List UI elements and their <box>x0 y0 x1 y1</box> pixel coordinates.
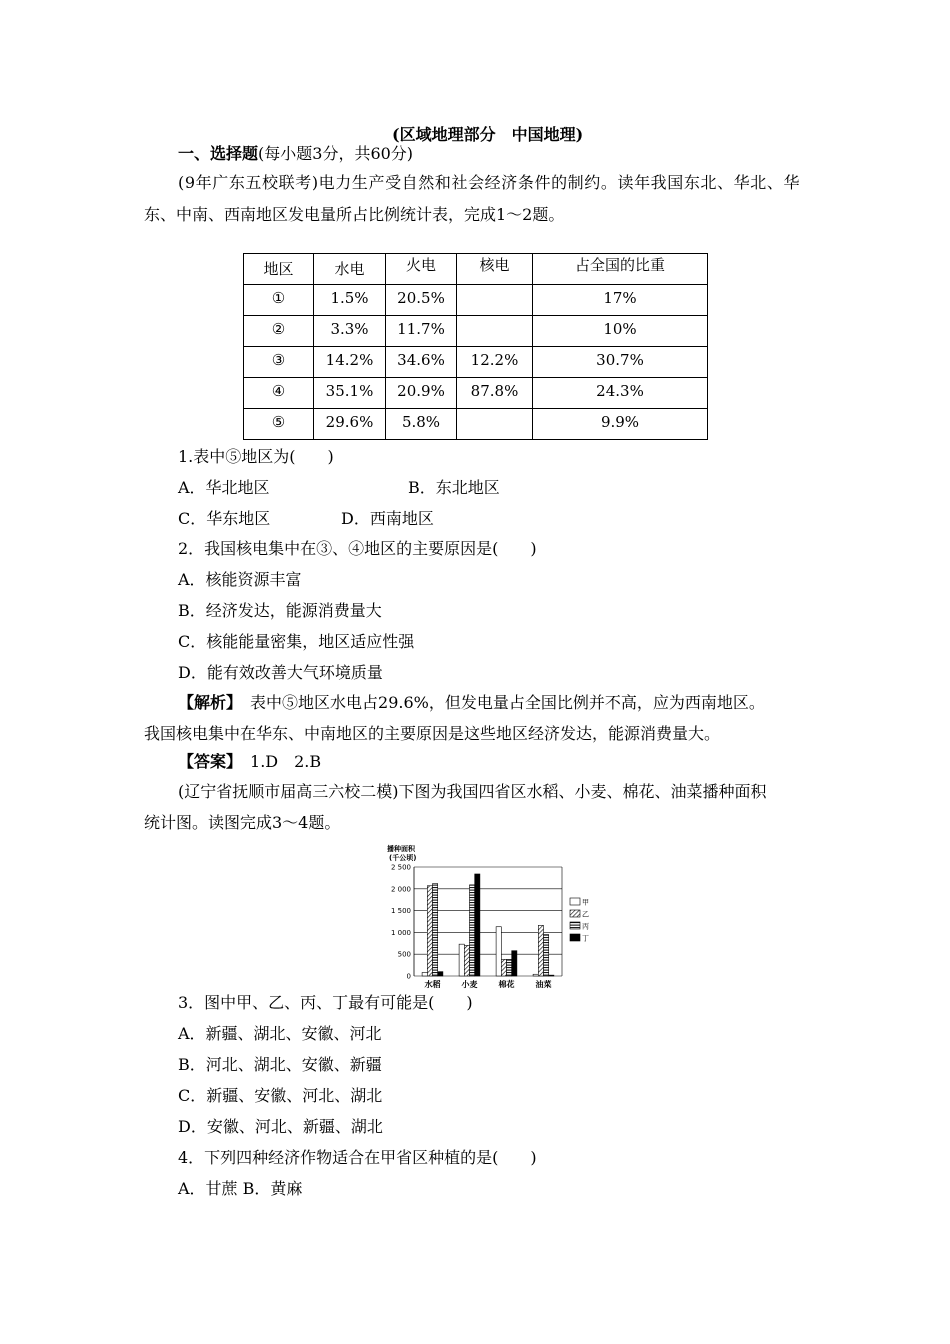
table-header-cell: 核电 <box>457 254 533 285</box>
bar-乙-水稻 <box>427 886 432 976</box>
table-cell: ② <box>244 316 314 347</box>
section-heading <box>178 144 413 164</box>
table-row <box>244 378 708 409</box>
table-row <box>244 316 708 347</box>
legend-swatch <box>570 922 580 929</box>
q1-option-c: C．华东地区 <box>178 509 271 528</box>
q3-stem: 3．图中甲、乙、丙、丁最有可能是( ) <box>178 993 473 1012</box>
table-cell: 20.9% <box>386 378 457 409</box>
analysis-line1 <box>178 693 765 713</box>
bar-丙-棉花 <box>507 959 512 976</box>
q3-option-a: A．新疆、湖北、安徽、河北 <box>178 1024 382 1043</box>
q4-stem: 4．下列四种经济作物适合在甲省区种植的是( ) <box>178 1148 537 1167</box>
bar-丁-油菜 <box>549 975 554 976</box>
y-tick-label: 1 500 <box>390 907 411 916</box>
q2-stem: 2．我国核电集中在③、④地区的主要原因是( ) <box>178 539 537 558</box>
table-cell: ④ <box>244 378 314 409</box>
section-label: 一、选择题 <box>178 144 259 163</box>
chart-ylabel: (千公顷) <box>389 854 417 862</box>
table-cell: 3.3% <box>314 316 386 347</box>
bar-乙-油菜 <box>538 925 543 976</box>
q1-option-a: A．华北地区 <box>178 478 270 497</box>
table-row <box>244 347 708 378</box>
page-title: (区域地理部分 中国地理) <box>392 125 584 144</box>
y-tick-label: 1 000 <box>390 928 411 937</box>
legend-label: 甲 <box>582 898 589 907</box>
table-row <box>244 409 708 440</box>
table-cell: 5.8% <box>386 409 457 440</box>
analysis-line2: 我国核电集中在华东、中南地区的主要原因是这些地区经济发达，能源消费量大。 <box>144 724 721 743</box>
intro2-line2: 统计图。读图完成3～4题。 <box>144 813 341 832</box>
q2-option-a: A．核能资源丰富 <box>178 570 302 589</box>
table-header-cell: 火电 <box>386 254 457 285</box>
bar-乙-小麦 <box>464 945 469 976</box>
table-cell <box>457 285 533 316</box>
analysis-text: 表中⑤地区水电占29.6%，但发电量占全国比例并不高，应为西南地区。 <box>234 693 765 712</box>
x-tick-label: 油菜 <box>535 980 552 989</box>
table-cell: 17% <box>533 285 708 316</box>
legend-label: 丁 <box>582 934 589 943</box>
y-tick-label: 2 500 <box>390 863 411 872</box>
table-cell: 20.5% <box>386 285 457 316</box>
table-cell: 35.1% <box>314 378 386 409</box>
bar-丙-水稻 <box>433 884 438 976</box>
table-cell: 34.6% <box>386 347 457 378</box>
intro1-line2: 东、中南、西南地区发电量所占比例统计表，完成1～2题。 <box>144 205 565 224</box>
y-tick-label: 0 <box>406 972 411 981</box>
x-tick-label: 棉花 <box>498 980 515 989</box>
table-cell: ⑤ <box>244 409 314 440</box>
bar-甲-棉花 <box>496 927 501 976</box>
table-header-cell: 水电 <box>314 254 386 285</box>
table-row <box>244 285 708 316</box>
q2-option-c: C．核能能量密集，地区适应性强 <box>178 632 415 651</box>
q2-option-b: B．经济发达，能源消费量大 <box>178 601 382 620</box>
legend-label: 乙 <box>582 910 589 919</box>
bar-乙-棉花 <box>501 959 506 976</box>
legend-swatch <box>570 910 580 917</box>
answer-text: 1.D 2.B <box>234 752 322 771</box>
table-cell: 9.9% <box>533 409 708 440</box>
crop-area-chart <box>384 842 614 992</box>
bar-丁-水稻 <box>438 972 443 976</box>
q1-option-d: D．西南地区 <box>341 509 434 528</box>
table-header-row <box>244 254 708 285</box>
q1-stem: 1.表中⑤地区为( ) <box>178 447 334 466</box>
bar-丙-油菜 <box>544 935 549 976</box>
y-tick-label: 500 <box>397 950 411 959</box>
chart-title: 播种面积 <box>387 845 415 853</box>
bar-甲-油菜 <box>533 974 538 976</box>
x-tick-label: 小麦 <box>461 980 478 989</box>
intro1-line1: (9年广东五校联考)电力生产受自然和社会经济条件的制约。读年我国东北、华北、华 <box>178 173 801 192</box>
table-cell: 87.8% <box>457 378 533 409</box>
bar-丙-小麦 <box>470 885 475 976</box>
analysis-label: 【解析】 <box>178 693 235 712</box>
q2-option-d: D．能有效改善大气环境质量 <box>178 663 383 682</box>
table-cell <box>457 316 533 347</box>
section-note: (每小题3分，共60分) <box>258 144 414 163</box>
intro2-line1: (辽宁省抚顺市届高三六校二模)下图为我国四省区水稻、小麦、棉花、油菜播种面积 <box>178 782 767 801</box>
table-cell: ③ <box>244 347 314 378</box>
answer-label: 【答案】 <box>178 752 235 771</box>
bar-甲-水稻 <box>422 973 427 976</box>
table-cell: 14.2% <box>314 347 386 378</box>
legend-swatch <box>570 934 580 941</box>
table-cell: 12.2% <box>457 347 533 378</box>
table-header-cell: 占全国的比重 <box>533 254 708 285</box>
bar-丁-小麦 <box>475 874 480 976</box>
table-cell: 1.5% <box>314 285 386 316</box>
table-header-cell: 地区 <box>244 254 314 285</box>
bar-丁-棉花 <box>512 951 517 976</box>
q4-options: A．甘蔗 B．黄麻 <box>178 1179 303 1198</box>
electricity-table <box>243 253 708 440</box>
legend-swatch <box>570 898 580 905</box>
q3-option-d: D．安徽、河北、新疆、湖北 <box>178 1117 383 1136</box>
table-cell: 30.7% <box>533 347 708 378</box>
table-cell: 29.6% <box>314 409 386 440</box>
q3-option-c: C．新疆、安徽、河北、湖北 <box>178 1086 383 1105</box>
y-tick-label: 2 000 <box>390 885 411 894</box>
q3-option-b: B．河北、湖北、安徽、新疆 <box>178 1055 382 1074</box>
table-cell: 10% <box>533 316 708 347</box>
answer-line <box>178 752 321 772</box>
bar-甲-小麦 <box>459 944 464 976</box>
q1-option-b: B．东北地区 <box>408 478 500 497</box>
table-cell: 11.7% <box>386 316 457 347</box>
table-cell: ① <box>244 285 314 316</box>
table-cell: 24.3% <box>533 378 708 409</box>
legend-label: 丙 <box>582 922 589 931</box>
x-tick-label: 水稻 <box>424 980 441 989</box>
table-cell <box>457 409 533 440</box>
